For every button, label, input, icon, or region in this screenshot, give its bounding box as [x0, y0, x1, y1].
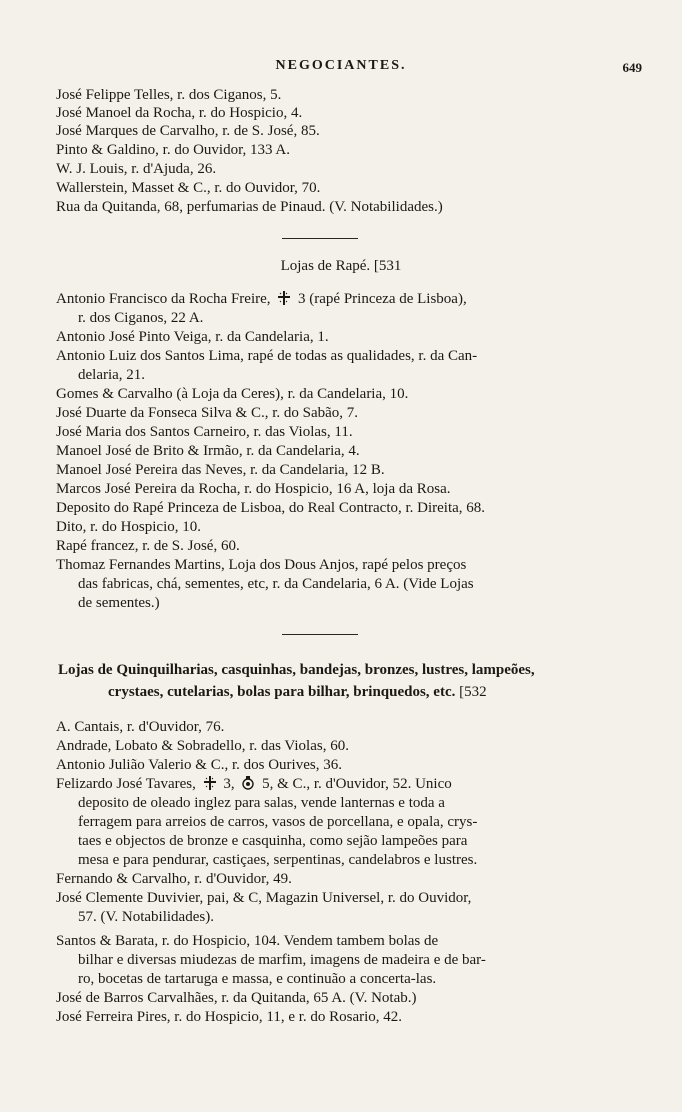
list-item: Manoel José Pereira das Neves, r. da Candelaria, 12 B.	[56, 462, 385, 478]
list-item: Manoel José de Brito & Irmão, r. da Candelaria, 4.	[56, 443, 360, 459]
entry-text: Antonio Francisco da Rocha Freire,	[56, 291, 271, 307]
page-number: 649	[622, 60, 642, 75]
medal-decoration-icon	[241, 776, 255, 790]
list-item: ferragem para arreios de carros, vasos de porcellana, e opala, crys-	[78, 814, 478, 830]
list-item: Antonio Luiz dos Santos Lima, rapé de todas as qualidades, r. da Can-	[56, 348, 478, 364]
list-item: José Marques de Carvalho, r. de S. José, 85.	[56, 123, 320, 139]
list-item: José Felippe Telles, r. dos Ciganos, 5.	[56, 87, 282, 103]
entry-text: 3 (rapé Princeza de Lisboa),	[298, 291, 467, 307]
section-heading-text: Lojas de Rapé.	[280, 258, 371, 274]
section-heading-number: [531	[373, 258, 402, 274]
entry-text: 5, & C., r. d'Ouvidor, 52. Unico	[262, 776, 452, 792]
list-item: delaria, 21.	[78, 367, 146, 383]
list-item: Andrade, Lobato & Sobradello, r. das Violas, 60.	[56, 738, 349, 754]
list-item: r. dos Ciganos, 22 A.	[78, 310, 204, 326]
section-heading-rape	[0, 258, 682, 275]
list-item: Rua da Quitanda, 68, perfumarias de Pinaud. (V. Notabilidades.)	[56, 199, 443, 215]
list-item: José de Barros Carvalhães, r. da Quitanda, 65 A. (V. Notab.)	[56, 990, 417, 1006]
list-item	[56, 775, 638, 793]
section-divider	[282, 238, 358, 239]
list-item: José Maria dos Santos Carneiro, r. das Violas, 11.	[56, 424, 353, 440]
list-item: Marcos José Pereira da Rocha, r. do Hospicio, 16 A, loja da Rosa.	[56, 481, 451, 497]
list-item: A. Cantais, r. d'Ouvidor, 76.	[56, 719, 225, 735]
section-heading-number: [532	[459, 684, 487, 700]
section-heading-text: crystaes, cutelarias, bolas para bilhar, brinquedos, etc.	[108, 684, 456, 700]
list-item: Deposito do Rapé Princeza de Lisboa, do Real Contracto, r. Direita, 68.	[56, 500, 486, 516]
list-item: Gomes & Carvalho (à Loja da Ceres), r. da Candelaria, 10.	[56, 386, 409, 402]
list-item: bilhar e diversas miudezas de marfim, imagens de madeira e de bar-	[78, 952, 486, 968]
list-item: Thomaz Fernandes Martins, Loja dos Dous Anjos, rapé pelos preços	[56, 557, 467, 573]
list-item: José Clemente Duvivier, pai, & C, Magazin Universel, r. do Ouvidor,	[56, 890, 472, 906]
cross-of-order-icon	[203, 776, 217, 790]
page-header-title: NEGOCIANTES.	[275, 58, 407, 73]
list-item: mesa e para pendurar, castiçaes, serpentinas, candelabros e lustres.	[78, 852, 478, 868]
entry-text: 3,	[223, 776, 235, 792]
list-item	[56, 290, 638, 308]
section-heading-quinquilharias-line2	[108, 684, 487, 701]
list-item: de sementes.)	[78, 595, 160, 611]
list-item: W. J. Louis, r. d'Ajuda, 26.	[56, 161, 217, 177]
list-item: Santos & Barata, r. do Hospicio, 104. Vendem tambem bolas de	[56, 933, 439, 949]
list-item: 57. (V. Notabilidades).	[78, 909, 214, 925]
section-heading-quinquilharias-line1: Lojas de Quinquilharias, casquinhas, bandejas, bronzes, lustres, lampeões,	[58, 662, 535, 678]
section-divider	[282, 634, 358, 635]
entry-text: Felizardo José Tavares,	[56, 776, 196, 792]
list-item: ro, bocetas de tartaruga e massa, e continuão a concerta-las.	[78, 971, 437, 987]
list-item: Dito, r. do Hospicio, 10.	[56, 519, 201, 535]
list-item: José Manoel da Rocha, r. do Hospicio, 4.	[56, 105, 303, 121]
list-item: Antonio Julião Valerio & C., r. dos Ourives, 36.	[56, 757, 342, 773]
list-item: Fernando & Carvalho, r. d'Ouvidor, 49.	[56, 871, 292, 887]
cross-of-order-icon	[277, 291, 291, 305]
list-item: Pinto & Galdino, r. do Ouvidor, 133 A.	[56, 142, 290, 158]
list-item: Antonio José Pinto Veiga, r. da Candelaria, 1.	[56, 329, 329, 345]
list-item: Rapé francez, r. de S. José, 60.	[56, 538, 240, 554]
list-item: das fabricas, chá, sementes, etc, r. da Candelaria, 6 A. (Vide Lojas	[78, 576, 474, 592]
list-item: taes e objectos de bronze e casquinha, como sejão lampeões para	[78, 833, 468, 849]
list-item: José Ferreira Pires, r. do Hospicio, 11, e r. do Rosario, 42.	[56, 1009, 403, 1025]
list-item: deposito de oleado inglez para salas, vende lanternas e toda a	[78, 795, 445, 811]
list-item: José Duarte da Fonseca Silva & C., r. do Sabão, 7.	[56, 405, 359, 421]
list-item: Wallerstein, Masset & C., r. do Ouvidor, 70.	[56, 180, 321, 196]
